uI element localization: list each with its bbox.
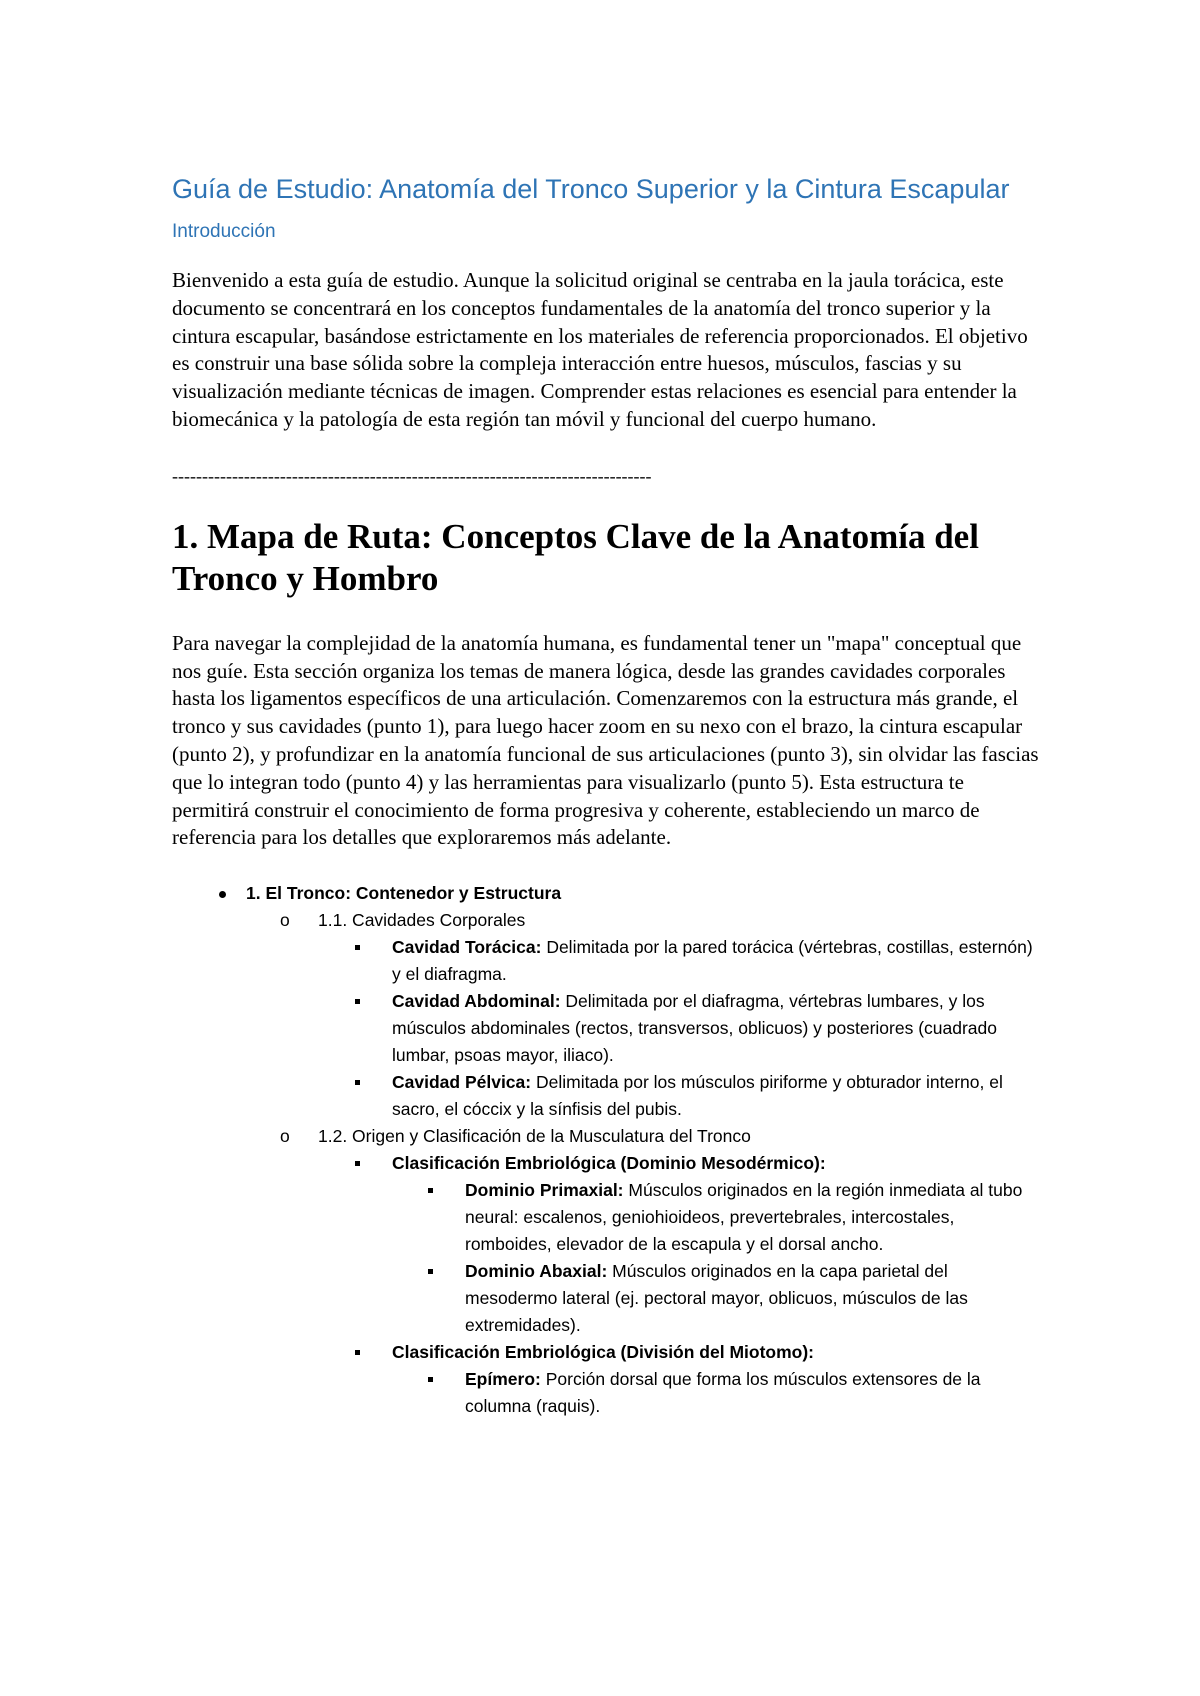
list-item-term: Dominio Abaxial: [465,1261,608,1282]
list-item-level-3 [172,1339,1042,1366]
section-separator: -------------------------------------------------------------------------------- [172,465,652,486]
square-bullet-icon [428,1269,433,1274]
outline-list [172,880,1042,1420]
intro-heading: Introducción [172,221,276,242]
list-item-text: Delimitada por los músculos piriforme y obturador interno, el sacro, el cóccix y la sínfisis del pubis. [392,1072,1003,1120]
section-1-paragraph: Para navegar la complejidad de la anatomía humana, es fundamental tener un "mapa" conceptual que nos guíe. Esta sección organiza los temas de manera lógica, desde las grandes cavidades corporales hasta los ligamentos específicos de una articulación. Comenzaremos con la estructura más grande, el tronco y sus cavidades (punto 1), para luego hacer zoom en su nexo con el brazo, la cintura escapular (punto 2), y profundizar en la anatomía funcional de sus articulaciones (punto 3), sin olvidar las fascias que lo integran todo (punto 4) y las herramientas para visualizarlo (punto 5). Esta estructura te permitirá construir el conocimiento de forma progresiva y coherente, estableciendo un marco de referencia para los detalles que exploraremos más adelante. [172,630,1039,850]
list-item-level-2 [172,1123,1042,1150]
square-bullet-icon [355,945,360,950]
circle-bullet-icon: o [280,1126,290,1147]
section-1-heading: 1. Mapa de Ruta: Conceptos Clave de la Anatomía del Tronco y Hombro [172,516,979,598]
square-bullet-icon [428,1377,433,1382]
list-item-level-2 [172,907,1042,934]
list-item-level-3 [172,934,1042,988]
list-item-term: Cavidad Abdominal: [392,991,561,1012]
list-item-text: Músculos originados en la región inmediata al tubo neural: escalenos, geniohioideos, prevertebrales, intercostales, romboides, elevador de la escapula y el dorsal ancho. [465,1180,1023,1255]
list-item-label: 1.1. Cavidades Corporales [318,910,526,931]
square-bullet-icon [428,1188,433,1193]
square-bullet-icon [355,1080,360,1085]
list-item-level-4 [172,1366,1042,1420]
list-item-text: Músculos originados en la capa parietal del mesodermo lateral (ej. pectoral mayor, oblicuos, músculos de las extremidades). [465,1261,968,1336]
list-item-term: Cavidad Torácica: [392,937,542,958]
square-bullet-icon [355,1161,360,1166]
list-item-label: Clasificación Embriológica (Dominio Mesodérmico): [392,1153,826,1174]
list-item-term: Epímero: [465,1369,541,1390]
list-item-label: 1. El Tronco: Contenedor y Estructura [246,883,562,904]
list-item-level-3 [172,1069,1042,1123]
document-content [172,168,1042,1420]
list-item-term: Dominio Primaxial: [465,1180,624,1201]
list-item-text: Delimitada por la pared torácica (vértebras, costillas, esternón) y el diafragma. [392,937,1033,985]
list-item-level-1 [172,880,1042,907]
list-item-text: Delimitada por el diafragma, vértebras lumbares, y los músculos abdominales (rectos, transversos, oblicuos) y posteriores (cuadrado lumbar, psoas mayor, iliaco). [392,991,997,1066]
list-item-text: Porción dorsal que forma los músculos extensores de la columna (raquis). [465,1369,981,1417]
list-item-level-4 [172,1258,1042,1339]
list-item-level-3 [172,1150,1042,1177]
square-bullet-icon [355,999,360,1004]
document-title: Guía de Estudio: Anatomía del Tronco Superior y la Cintura Escapular [172,174,1010,204]
circle-bullet-icon: o [280,910,290,931]
list-item-level-3 [172,988,1042,1069]
intro-paragraph: Bienvenido a esta guía de estudio. Aunque la solicitud original se centraba en la jaula torácica, este documento se concentrará en los conceptos fundamentales de la anatomía del tronco superior y la cintura escapular, basándose estrictamente en los materiales de referencia proporcionados. El objetivo es construir una base sólida sobre la compleja interacción entre huesos, músculos, fascias y su visualización mediante técnicas de imagen. Comprender estas relaciones es esencial para entender la biomecánica y la patología de esta región tan móvil y funcional del cuerpo humano. [172,268,1028,431]
list-item-term: Cavidad Pélvica: [392,1072,532,1093]
list-item-level-4 [172,1177,1042,1258]
square-bullet-icon [355,1350,360,1355]
list-item-label: Clasificación Embriológica (División del Miotomo): [392,1342,814,1363]
bullet-dot-icon [219,891,226,898]
list-item-label: 1.2. Origen y Clasificación de la Musculatura del Tronco [318,1126,751,1147]
